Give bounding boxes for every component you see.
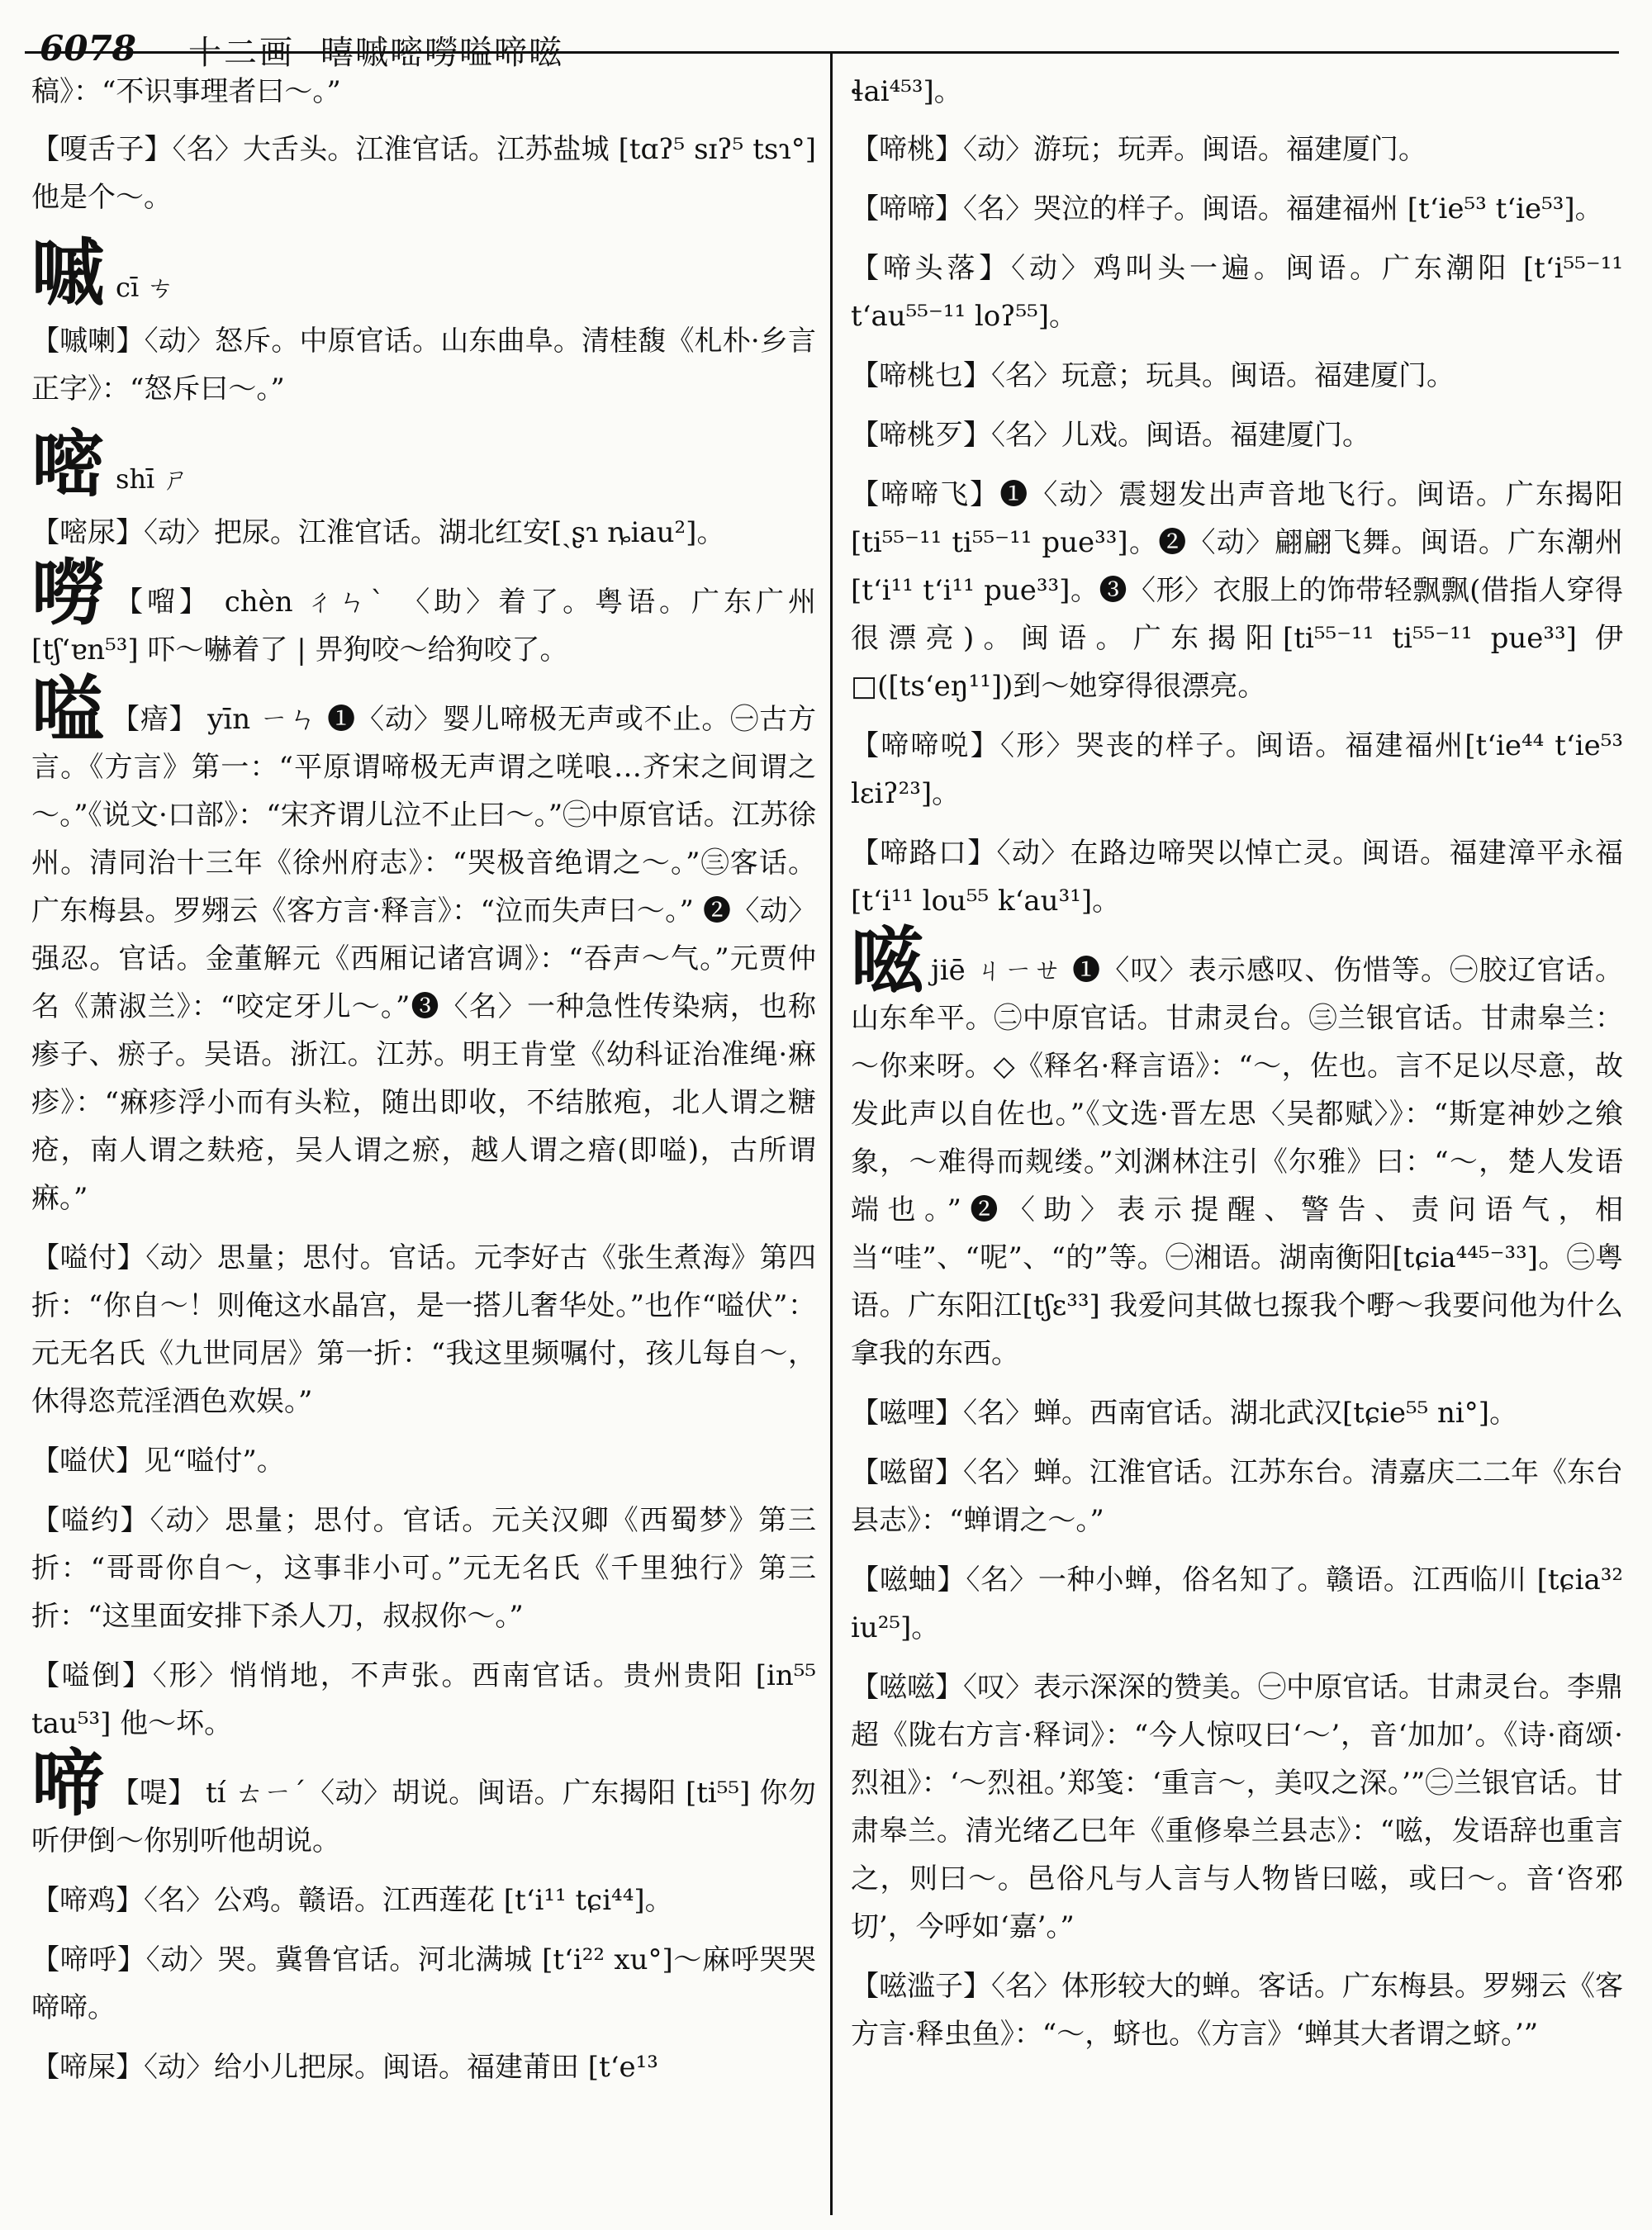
entry: 【啼鸡】〈名〉公鸡。赣语。江西莲花 [tʻi¹¹ tɕi⁴⁴]。: [31, 1884, 673, 1917]
header-characters: 暿嘁嘧嘮嗌啼嗞: [320, 34, 563, 72]
entry: 【嗞蚰】〈名〉一种小蝉，俗名知了。赣语。江西临川 [tɕia³² iu²⁵]。: [851, 1563, 1623, 1644]
entry: 【啼路口】〈动〉在路边啼哭以悼亡灵。闽语。福建漳平永福 [tʻi¹¹ lou⁵⁵ kʻau³¹]。: [851, 837, 1623, 918]
entry: 【嗌伏】见“嗌付”。: [31, 1445, 285, 1478]
entry: 【嗞哩】〈名〉蝉。西南官话。湖北武汉[tɕie⁵⁵ ni°]。: [851, 1397, 1518, 1430]
entry: 【嘧尿】〈动〉把尿。江淮官话。湖北红安[ˏʂɿ ȵiau²]。: [31, 516, 725, 549]
headword-char: 嘧: [31, 421, 105, 507]
entry: 【嘁喇】〈动〉怒斥。中原官话。山东曲阜。清桂馥《札朴·乡言正字》：“怒斥曰～。”: [31, 325, 816, 406]
headword-char: 嘮: [31, 549, 108, 635]
left-column: [31, 68, 816, 2103]
headword-block: [31, 421, 816, 507]
entry-continuation: ɬai⁴⁵³]。: [851, 75, 962, 108]
header-rule: [25, 51, 1619, 54]
headword-char: 嗞: [851, 918, 925, 1004]
entry: 【嗞滥子】〈名〉体形较大的蝉。客话。广东梅县。罗翙云《客方言·释虫鱼》：“～，蛴也。《方言》‘蝉其大者谓之蛴。’”: [851, 1970, 1623, 2051]
headword-entry: [851, 918, 1623, 1378]
stroke-section: 十二画: [188, 34, 295, 72]
page-number: 6078: [40, 28, 136, 69]
entry: 【啼呼】〈动〉哭。冀鲁官话。河北满城 [tʻi²² xu°]～麻呼哭哭啼啼。: [31, 1943, 816, 2024]
headword-text: 【𠺕】 chèn ㄔㄣˋ 〈助〉着了。粤语。广东广州 [tʃʻɐn⁵³] 吓～嚇着了 | 畀狗咬～给狗咬了。: [31, 586, 816, 667]
entry: 【啼啼】〈名〉哭泣的样子。闽语。福建福州 [tʻie⁵³ tʻie⁵³]。: [851, 192, 1603, 225]
headword-entry: [31, 1740, 816, 1865]
page-header: [40, 25, 1609, 71]
entry: 【啼啼飞】❶〈动〉震翅发出声音地飞行。闽语。广东揭阳 [ti⁵⁵⁻¹¹ ti⁵⁵⁻¹¹ pue³³]。❷〈动〉翩翩飞舞。闽语。广东潮州 [tʻi¹¹ tʻi¹¹ pue³³]。❸〈形〉衣服上的饰带轻飘飘(借指人穿得很漂亮)。闽语。广东揭阳[ti⁵⁵⁻¹¹ ti⁵⁵⁻¹¹ pue³³] 伊□([tsʻeŋ¹¹])到～她穿得很漂亮。: [851, 478, 1623, 703]
entry: 【啼啼哾】〈形〉哭丧的样子。闽语。福建福州[tʻie⁴⁴ tʻie⁵³ lɛiʔ²³]。: [851, 729, 1623, 810]
entry: 【啼桃乜】〈名〉玩意；玩具。闽语。福建厦门。: [851, 359, 1455, 392]
headword-char: 啼: [31, 1740, 105, 1826]
entry: 【啼头落】〈动〉鸡叫头一遍。闽语。广东潮阳 [tʻi⁵⁵⁻¹¹ tʻau⁵⁵⁻¹¹ loʔ⁵⁵]。: [851, 252, 1623, 333]
entry: 【嗌倒】〈形〉悄悄地，不声张。西南官话。贵州贵阳 [in⁵⁵ tau⁵³] 他～坏。: [31, 1659, 816, 1740]
headword-pinyin: shī ㄕ: [116, 463, 190, 495]
entry: 【嗌约】〈动〉思量；思付。官话。元关汉卿《西蜀梦》第三折：“哥哥你自～，这事非小可。”元无名氏《千里独行》第三折：“这里面安排下杀人刀，叔叔你～。”: [31, 1504, 816, 1633]
entry-continuation: 稿》：“不识事理者曰～。”: [31, 75, 341, 108]
entry: 【啼屎】〈动〉给小儿把尿。闽语。福建莆田 [tʻe¹³: [31, 2051, 658, 2084]
headword-text: 【瘖】 yīn ㄧㄣ ❶〈动〉婴儿啼极无声或不止。㊀古方言。《方言》第一：“平原谓啼极无声谓之唴哴…齐宋之间谓之～。”《说文·口部》：“宋齐谓儿泣不止曰～。”㊁中原官话。江苏徐州。清同治十三年《徐州府志》：“哭极音绝谓之～。”㊂客话。广东梅县。罗翙云《客方言·释言》：“泣而失声曰～。” ❷〈动〉强忍。官话。金董解元《西厢记诸宫调》：“吞声～气。”元贾仲名《萧淑兰》：“咬定牙儿～。”❸〈名〉一种急性传染病，也称瘆子、瘀子。吴语。浙江。江苏。明王肯堂《幼科证治准绳·痳疹》：“痳疹浮小而有头粒，随出即收，不结脓疱，北人谓之糖疮，南人谓之麸疮，吴人谓之瘀，越人谓之瘖(即嗌)，古所谓痳。”: [31, 703, 816, 1215]
headword-entry: [31, 549, 816, 674]
entry: 【嗞嗞】〈叹〉表示深深的赞美。㊀中原官话。甘肃灵台。李鼎超《陇右方言·释词》：“今人惊叹曰‘～’，音‘加加’。《诗·商颂·烈祖》：‘～烈祖。’郑笺：‘重言～，美叹之深。’”㊁兰银官话。甘肃皋兰。清光绪乙巳年《重修皋兰县志》：“嗞，发语辞也重言之，则曰～。邑俗凡与人言与人物皆曰嗞，或曰～。音‘咨邪切’，今呼如‘嘉’。”: [851, 1671, 1623, 1943]
right-column: [851, 68, 1623, 2070]
headword-entry: [31, 667, 816, 1222]
headword-text: jiē ㄐㄧㄝ ❶〈叹〉表示感叹、伤惜等。㊀胶辽官话。山东牟平。㊁中原官话。甘肃灵台。㊂兰银官话。甘肃皋兰：～你来呀。◇《释名·释言语》：“～，佐也。言不足以尽意，故发此声以自佐也。”《文选·晋左思〈吴都赋〉》：“斯寔神妙之飨象，～难得而觌缕。”刘渊林注引《尔雅》曰：“～，楚人发语端也。”❷〈助〉表示提醒、警告、责问语气，相当“哇”、“呢”、“的”等。㊀湘语。湖南衡阳[tɕia⁴⁴⁵⁻³³]。㊁粤语。广东阳江[tʃɛ³³] 我爱问其做乜揼我个嘢～我要问他为什么拿我的东西。: [851, 954, 1623, 1370]
headword-text: 【㖷】 tí ㄊㄧˊ〈动〉胡说。闽语。广东揭阳 [ti⁵⁵] 你勿听伊倒～你别听他胡说。: [31, 1777, 816, 1858]
headword-char: 嘁: [31, 230, 105, 316]
headword-block: [31, 230, 816, 316]
entry: 【啼桃】〈动〉游玩；玩弄。闽语。福建厦门。: [851, 133, 1427, 166]
entry: 【啼桃歹】〈名〉儿戏。闽语。福建厦门。: [851, 419, 1370, 452]
entry: 【嗞留】〈名〉蝉。江淮官话。江苏东台。清嘉庆二二年《东台县志》：“蝉谓之～。”: [851, 1456, 1623, 1537]
headword-char: 嗌: [31, 667, 105, 752]
entry: 【嗌付】〈动〉思量；思付。官话。元李好古《张生煮海》第四折：“你自～！则俺这水晶宫，是一搭儿奢华处。”也作“嗌伏”：元无名氏《九世同居》第一折：“我这里频嘱付，孩儿每自～，休得恣荒淫酒色欢娱。”: [31, 1241, 816, 1418]
headword-pinyin: cī ㄘ: [116, 272, 174, 303]
entry: 【嗄舌子】〈名〉大舌头。江淮官话。江苏盐城 [tɑʔ⁵ sɪʔ⁵ tsɿ°] 他是个～。: [31, 133, 816, 214]
column-divider: [830, 51, 833, 2215]
